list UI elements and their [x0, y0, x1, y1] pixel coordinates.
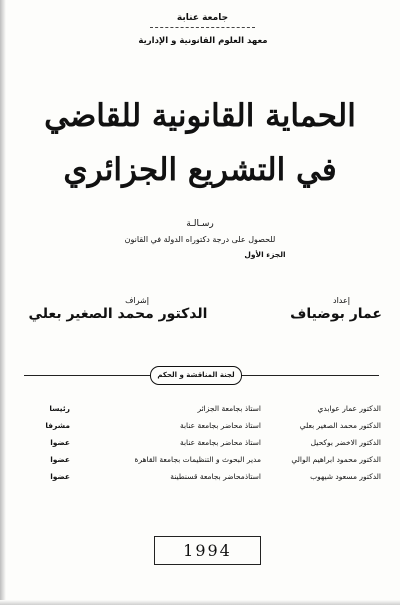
thesis-title-line-1: الحماية القانونية للقاضي [44, 98, 356, 134]
jury-member-name: الدكتور مسعود شيهوب [310, 472, 381, 481]
year-box: 1994 [154, 536, 261, 565]
institute-name: معهد العلوم القانونية و الإدارية [138, 36, 268, 46]
jury-row [26, 400, 381, 417]
scan-edge-shadow [0, 0, 6, 605]
thesis-purpose: للحصول على درجة دكتوراه الدولة في القانون [124, 235, 276, 244]
jury-member-name: الدكتور عمار عوابدي [317, 404, 381, 413]
jury-member-position: استاذ محاضر بجامعة عنابة [179, 438, 261, 447]
jury-member-position: استاذ بجامعة الجزائر [197, 404, 261, 413]
jury-member-role: عضوا [50, 472, 70, 481]
prepared-by-label: إعداد [333, 296, 350, 305]
jury-member-position: استاذمحاضر بجامعة قسنطينة [170, 472, 261, 481]
thesis-type-label: رسـالـة [186, 219, 214, 229]
jury-member-name: الدكتور الاخضر بوكحيل [310, 438, 381, 447]
jury-member-role: عضوا [50, 455, 70, 464]
jury-member-role: رئيسا [49, 404, 70, 413]
jury-member-name: الدكتور محمود ابراهيم الوالي [291, 455, 381, 464]
university-name: جامعة عنابة [176, 13, 229, 23]
author-name: عمار بوضياف [290, 306, 382, 322]
scan-bottom-shadow [0, 600, 400, 605]
jury-row [26, 468, 381, 485]
committee-title: لجنة المناقشة و الحكم [150, 366, 242, 385]
header-divider [150, 27, 255, 28]
supervision-label: إشراف [125, 296, 149, 305]
jury-row [26, 417, 381, 434]
supervisor-name: الدكتور محمد الصغير بعلي [28, 306, 208, 322]
jury-row [26, 451, 381, 468]
thesis-title-line-2: في التشريع الجزائري [63, 152, 337, 188]
jury-member-position: مدير البحوث و التنظيمات بجامعة القاهرة [134, 455, 261, 464]
jury-row [26, 434, 381, 451]
jury-member-role: مشرفا [45, 421, 70, 430]
jury-member-role: عضوا [50, 438, 70, 447]
thesis-part: الجزء الأول [244, 250, 286, 259]
jury-member-position: استاذ محاضر بجامعة عنابة [179, 421, 261, 430]
jury-member-name: الدكتور محمد الصغير بعلي [299, 421, 381, 430]
